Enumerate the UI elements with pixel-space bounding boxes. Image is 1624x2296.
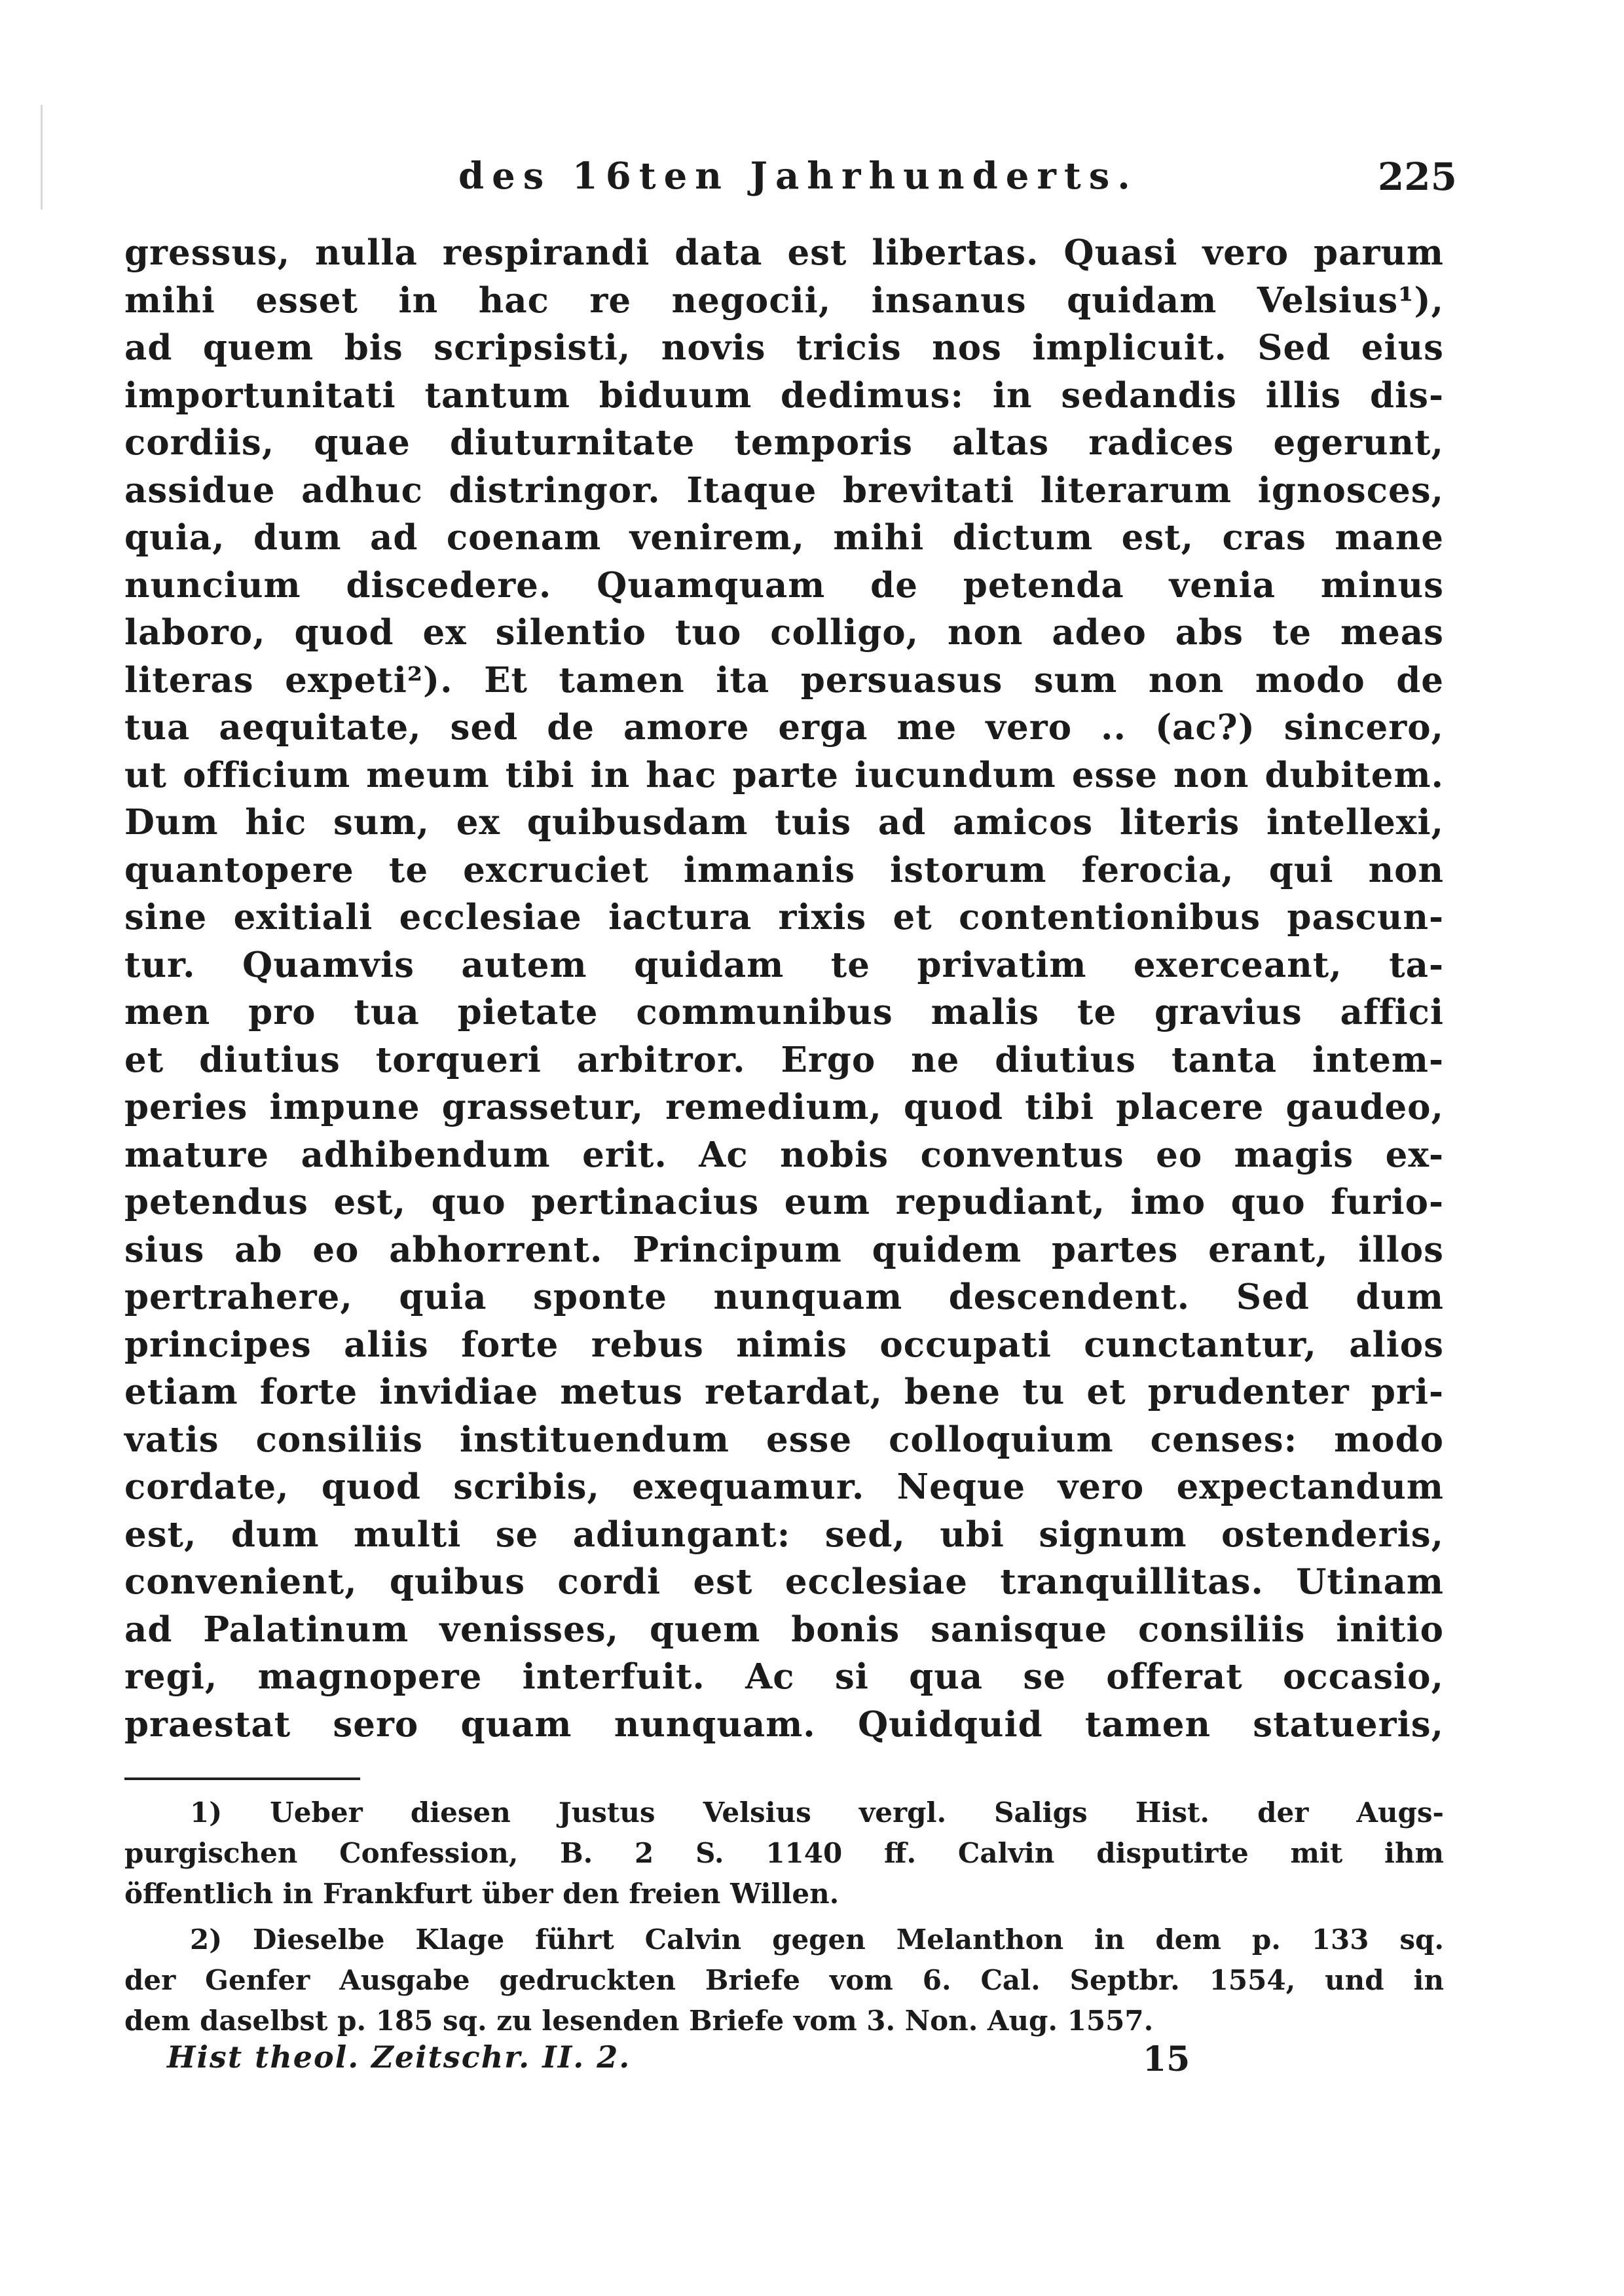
text-line: mature adhibendum erit. Ac nobis conventus eo magis ex- bbox=[124, 1134, 1444, 1175]
text-line: nuncium discedere. Quamquam de petenda venia minus bbox=[124, 564, 1444, 606]
text-line: praestat sero quam nunquam. Quidquid tamen statueris, bbox=[124, 1704, 1444, 1745]
footnote-line: 1) Ueber diesen Justus Velsius vergl. Saligs Hist. der Augs- bbox=[190, 1796, 1444, 1829]
sheet-number: 15 bbox=[1143, 2039, 1190, 2079]
footnote-line: 2) Dieselbe Klage führt Calvin gegen Melanthon in dem p. 133 sq. bbox=[190, 1923, 1444, 1956]
text-line: assidue adhuc distringor. Itaque brevitati literarum ignosces, bbox=[124, 469, 1444, 511]
text-line: mihi esset in hac re negocii, insanus quidam Velsius¹), bbox=[124, 280, 1444, 321]
text-line: sine exitiali ecclesiae iactura rixis et contentionibus pascun- bbox=[124, 897, 1444, 938]
footnote bbox=[124, 1793, 1444, 1914]
text-line: etiam forte invidiae metus retardat, bene tu et prudenter pri- bbox=[124, 1372, 1444, 1412]
text-line: quia, dum ad coenam venirem, mihi dictum est, cras mane bbox=[124, 517, 1444, 558]
text-line: convenient, quibus cordi est ecclesiae tranquillitas. Utinam bbox=[124, 1561, 1444, 1602]
page-number: 225 bbox=[1377, 155, 1457, 199]
text-line: tua aequitate, sed de amore erga me vero .. (ac?) sincero, bbox=[124, 707, 1444, 748]
text-line: literas expeti²). Et tamen ita persuasus sum non modo de bbox=[124, 659, 1444, 701]
text-line: pertrahere, quia sponte nunquam descendent. Sed dum bbox=[124, 1277, 1444, 1317]
footnote bbox=[124, 1920, 1444, 2041]
text-line: regi, magnopere interfuit. Ac si qua se offerat occasio, bbox=[124, 1656, 1444, 1697]
text-line: men pro tua pietate communibus malis te gravius affici bbox=[124, 992, 1444, 1032]
text-line: cordate, quod scribis, exequamur. Neque vero expectandum bbox=[124, 1467, 1444, 1507]
text-line: cordiis, quae diuturnitate temporis altas radices egerunt, bbox=[124, 422, 1444, 463]
footnotes bbox=[124, 1793, 1444, 2041]
text-line: importunitati tantum biduum dedimus: in sedandis illis dis- bbox=[124, 374, 1444, 416]
text-line: principes aliis forte rebus nimis occupati cunctantur, alios bbox=[124, 1324, 1444, 1365]
page-footer bbox=[167, 2039, 1457, 2085]
text-line: ad quem bis scripsisti, novis tricis nos implicuit. Sed eius bbox=[124, 327, 1444, 368]
text-line: tur. Quamvis autem quidam te privatim exerceant, ta- bbox=[124, 944, 1444, 985]
footnote-rule bbox=[124, 1777, 360, 1780]
body-text bbox=[124, 229, 1444, 1748]
footnote-gap bbox=[124, 1914, 1444, 1920]
text-line: petendus est, quo pertinacius eum repudiant, imo quo furio- bbox=[124, 1182, 1444, 1222]
footnote-line: purgischen Confession, B. 2 S. 1140 ff. Calvin disputirte mit ihm bbox=[124, 1837, 1444, 1869]
text-line: gressus, nulla respirandi data est libertas. Quasi vero parum bbox=[124, 232, 1444, 273]
page-header bbox=[458, 155, 1457, 207]
text-line: ad Palatinum venisses, quem bonis sanisque consiliis initio bbox=[124, 1609, 1444, 1650]
text-line: et diutius torqueri arbitror. Ergo ne diutius tanta intem- bbox=[124, 1039, 1444, 1080]
margin-mark bbox=[41, 105, 43, 210]
text-line: vatis consiliis instituendum esse colloquium censes: modo bbox=[124, 1419, 1444, 1460]
text-line: ut officium meum tibi in hac parte iucundum esse non dubitem. bbox=[124, 754, 1444, 795]
printer-signature: Hist theol. Zeitschr. II. 2. bbox=[167, 2039, 631, 2075]
text-line: quantopere te excruciet immanis istorum ferocia, qui non bbox=[124, 849, 1444, 890]
text-line: laboro, quod ex silentio tuo colligo, non adeo abs te meas bbox=[124, 612, 1444, 653]
text-line: Dum hic sum, ex quibusdam tuis ad amicos literis intellexi, bbox=[124, 802, 1444, 843]
text-line: est, dum multi se adiungant: sed, ubi signum ostenderis, bbox=[124, 1514, 1444, 1555]
running-head: des 16ten Jahrhunderts. bbox=[458, 155, 1138, 198]
text-line: sius ab eo abhorrent. Principum quidem partes erant, illos bbox=[124, 1229, 1444, 1270]
footnote-line: der Genfer Ausgabe gedruckten Briefe vom 6. Cal. Septbr. 1554, und in bbox=[124, 1964, 1444, 1996]
footnote-line: dem daselbst p. 185 sq. zu lesenden Briefe vom 3. Non. Aug. 1557. bbox=[124, 2005, 1154, 2037]
footnote-line: öffentlich in Frankfurt über den freien Willen. bbox=[124, 1878, 840, 1910]
text-line: peries impune grassetur, remedium, quod tibi placere gaudeo, bbox=[124, 1087, 1444, 1127]
